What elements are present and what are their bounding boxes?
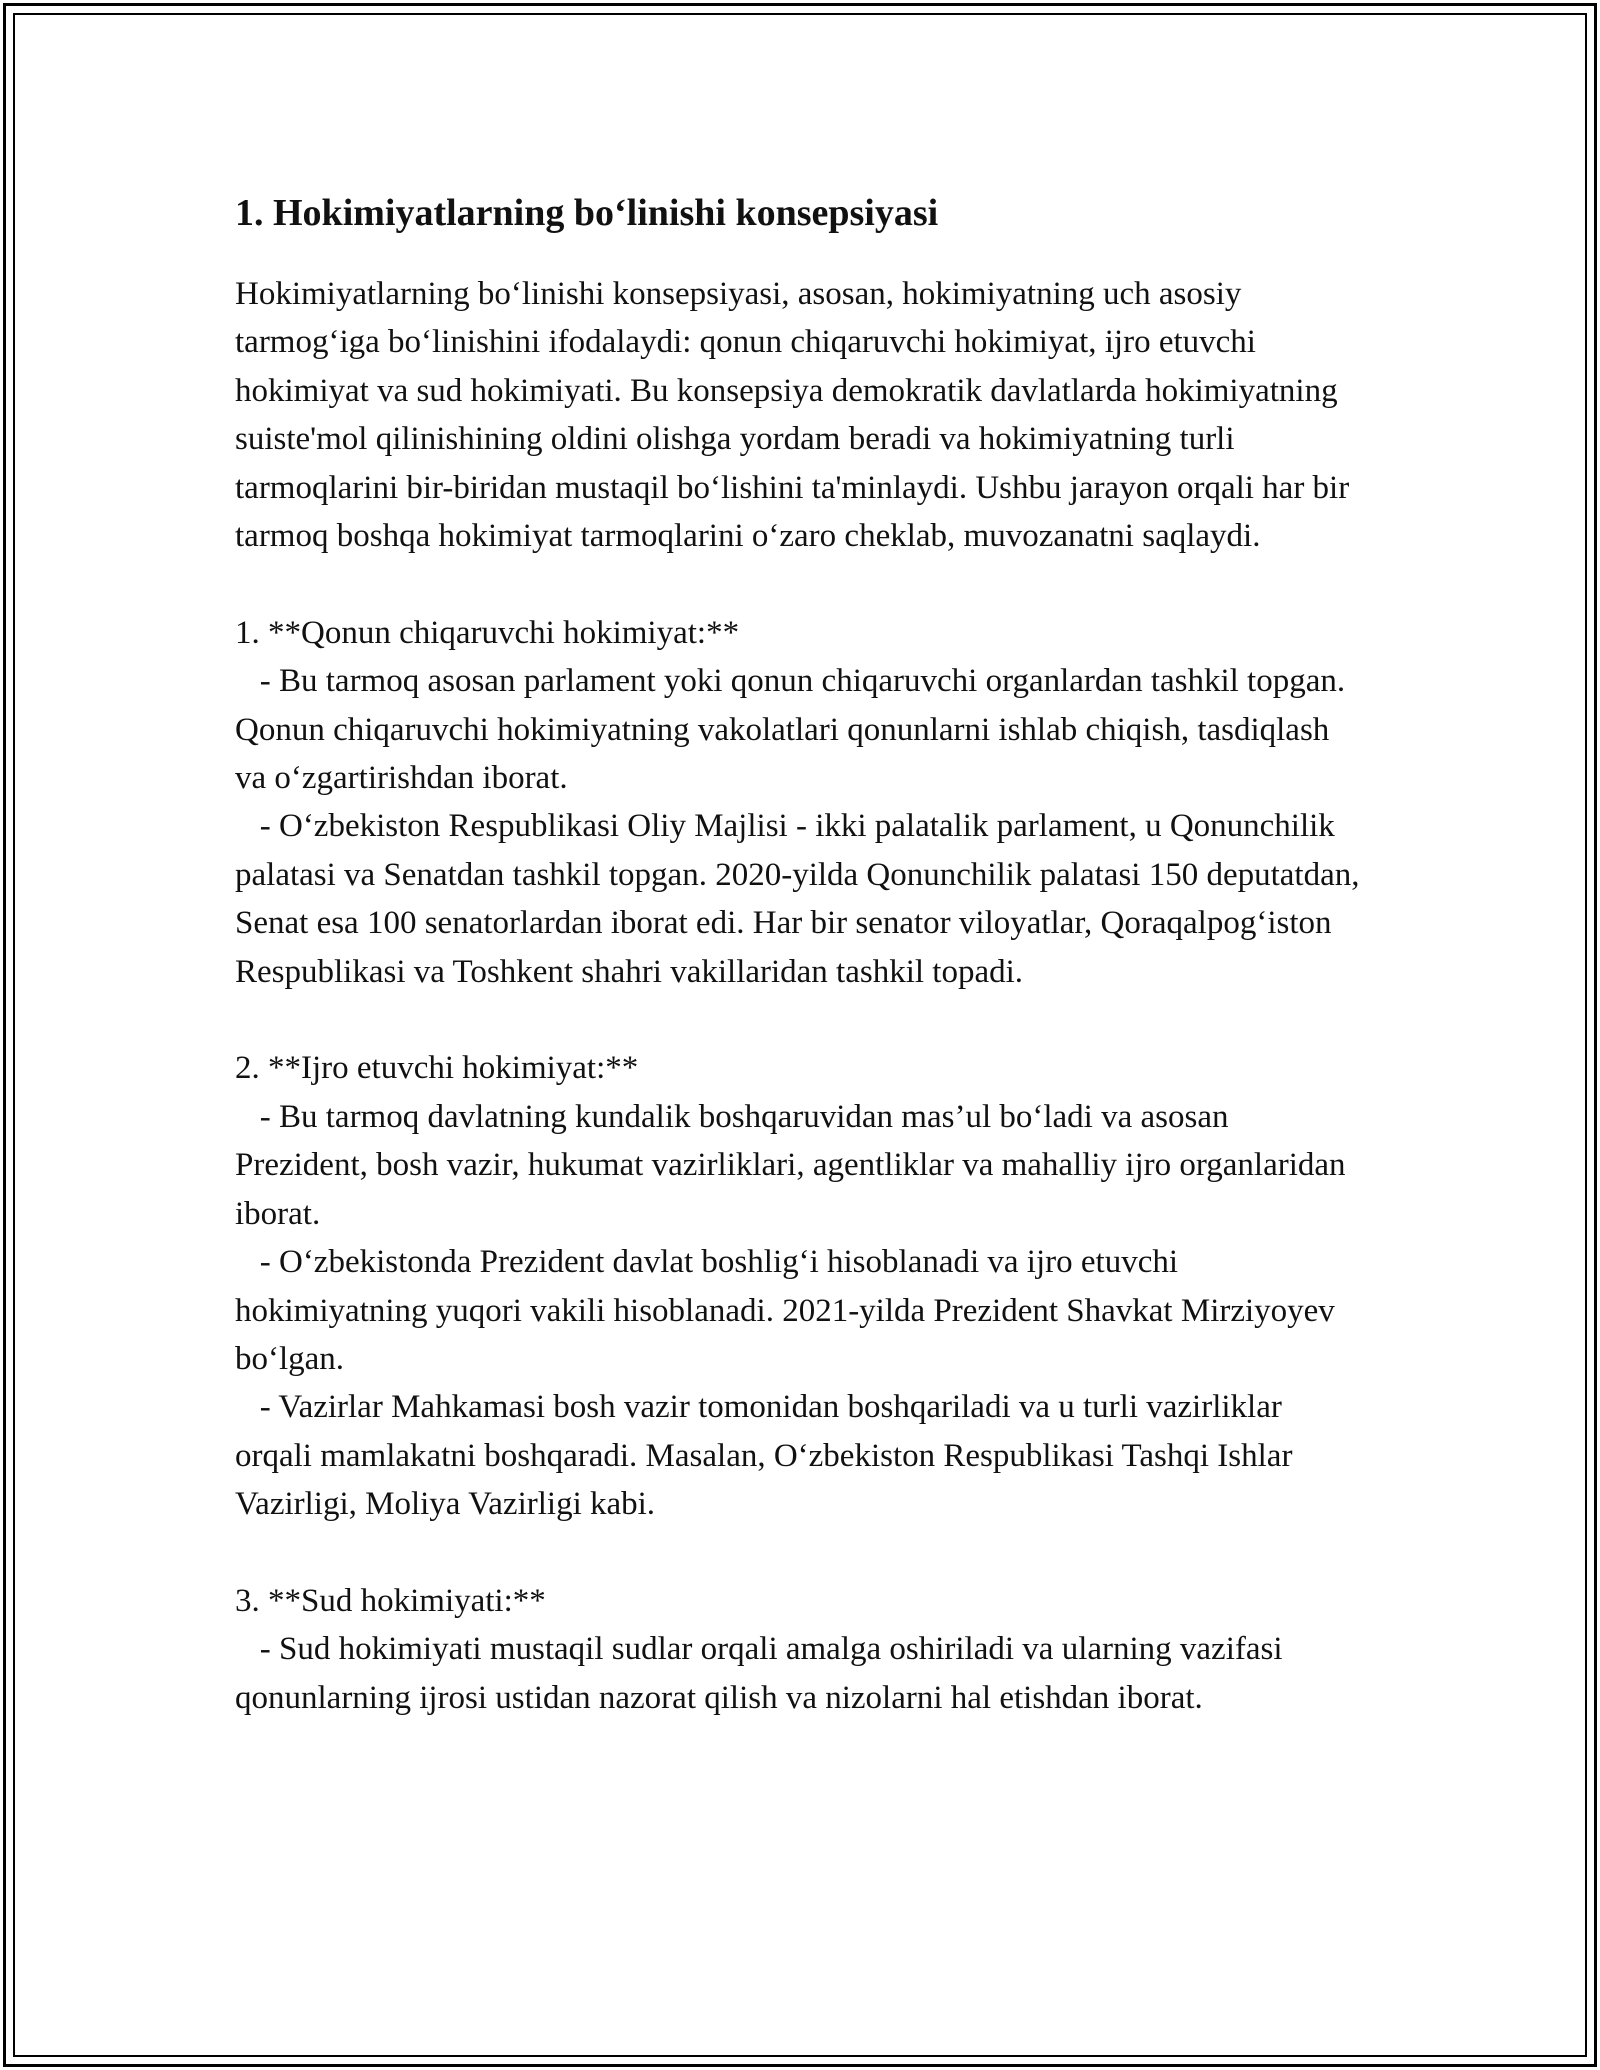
section-item: - O‘zbekistonda Prezident davlat boshlig‘i hisoblanadi va ijro etuvchi hokimiyatning yuqori vakili hisoblanadi. 2021-yilda Prezident Shavkat Mirziyoyev bo‘lgan. xyxy=(235,1244,1344,1377)
section-item: - O‘zbekiston Respublikasi Oliy Majlisi - ikki palatalik parlament, u Qonunchilik palatasi va Senatdan tashkil topgan. 2020-yilda Qonunchilik palatasi 150 deputatdan, Senat esa 100 senatorlardan iborat edi. Har bir senator viloyatlar, Qoraqalpog‘iston Respublikasi va Toshkent shahri vakillaridan tashkil topadi. xyxy=(235,808,1368,990)
intro-paragraph: Hokimiyatlarning bo‘linishi konsepsiyasi, asosan, hokimiyatning uch asosiy tarmog‘iga bo‘linishini ifodalaydi: qonun chiqaruvchi hokimiyat, ijro etuvchi hokimiyat va sud hokimiyati. Bu konsepsiya demokratik davlatlarda hokimiyatning suiste'mol qilinishining oldini olishga yordam beradi va hokimiyatning turli tarmoqlarini bir-biridan mustaqil bo‘lishini ta'minlaydi. Ushbu jarayon orqali har bir tarmoq boshqa hokimiyat tarmoqlarini o‘zaro cheklab, muvozanatni saqlaydi. xyxy=(235,276,1358,555)
section-title-executive: 2. **Ijro etuvchi hokimiyat:** xyxy=(235,1050,639,1087)
section-spacer xyxy=(235,1529,1365,1577)
document-body xyxy=(235,180,1368,1722)
section-item: - Bu tarmoq asosan parlament yoki qonun chiqaruvchi organlardan tashkil topgan. Qonun chiqaruvchi hokimiyatning vakolatlari qonunlarni ishlab chiqish, tasdiqlash va o‘zgartirishdan iborat. xyxy=(235,663,1354,797)
document-heading: 1. Hokimiyatlarning bo‘linishi konsepsiyasi xyxy=(235,192,939,234)
section-title-judicial: 3. **Sud hokimiyati:** xyxy=(235,1582,546,1619)
section-item: - Bu tarmoq davlatning kundalik boshqaruvidan mas’ul bo‘ladi va asosan Prezident, bosh vazir, hukumat vazirliklari, agentliklar va mahalliy ijro organlaridan iborat. xyxy=(235,1098,1354,1232)
section-spacer xyxy=(235,996,1365,1044)
section-item: - Vazirlar Mahkamasi bosh vazir tomonidan boshqariladi va u turli vazirliklar orqali mamlakatni boshqaradi. Masalan, O‘zbekiston Respublikasi Tashqi Ishlar Vazirligi, Moliya Vazirligi kabi. xyxy=(235,1389,1301,1523)
section-spacer xyxy=(235,560,1365,608)
section-title-legislative: 1. **Qonun chiqaruvchi hokimiyat:** xyxy=(235,614,740,651)
section-item: - Sud hokimiyati mustaqil sudlar orqali amalga oshiriladi va ularning vazifasi qonunlarning ijrosi ustidan nazorat qilish va nizolarni hal etishdan iborat. xyxy=(235,1631,1291,1716)
